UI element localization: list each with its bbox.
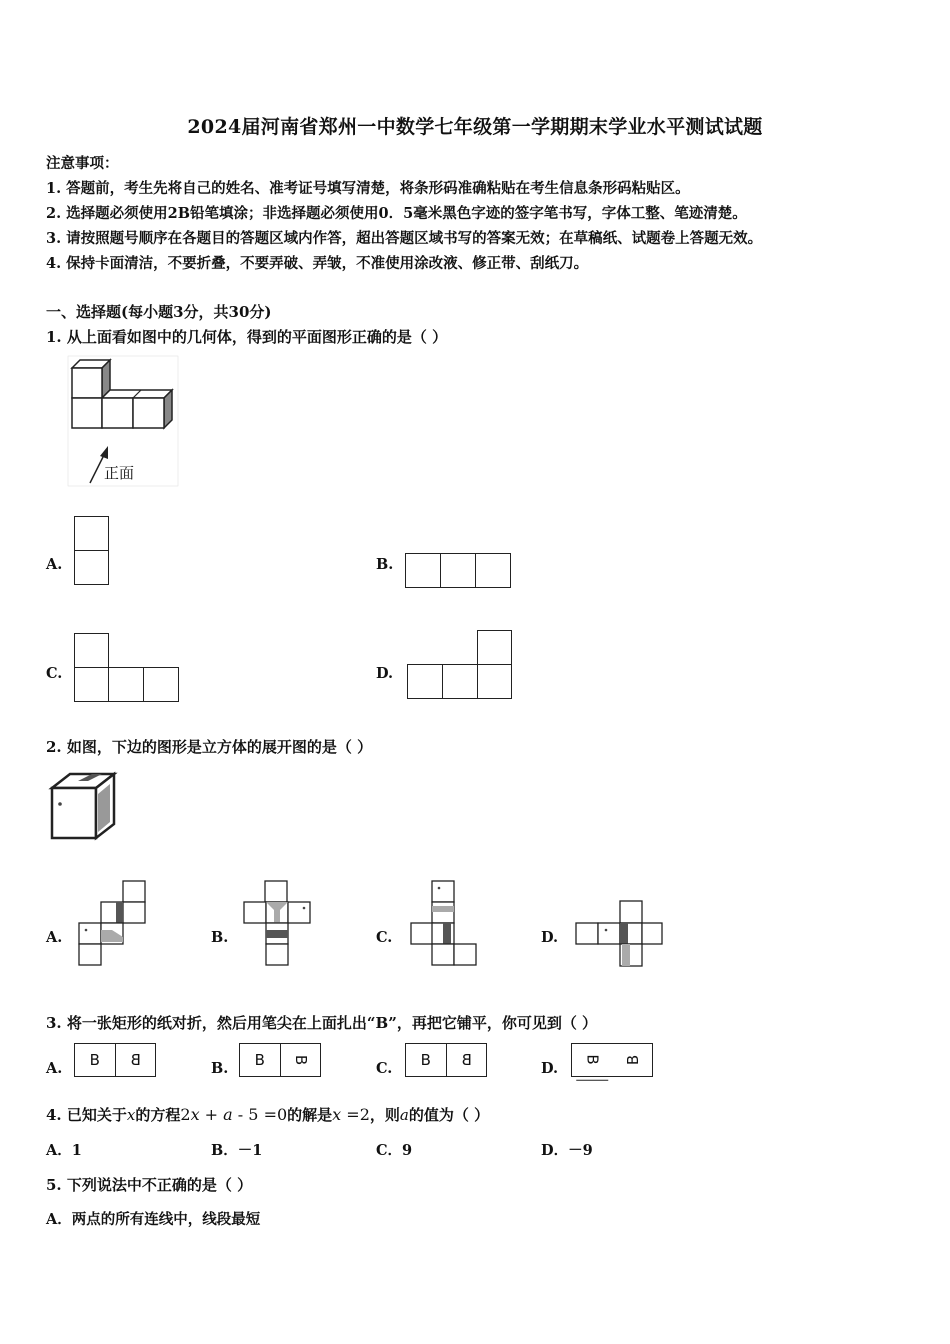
q3-option-b-figure xyxy=(239,1043,321,1077)
q4-eq-x: x xyxy=(190,1105,200,1124)
q1-option-a-label[interactable]: A. xyxy=(46,556,63,573)
q2-option-a-label[interactable]: A. xyxy=(46,929,63,946)
q4-eq-plus: + xyxy=(199,1105,224,1124)
q4-sol-x: x xyxy=(332,1105,342,1124)
q3-option-c-label[interactable]: C. xyxy=(376,1060,393,1077)
q2-option-a-figure xyxy=(78,880,148,968)
q3-b-right-letter: B xyxy=(291,1054,310,1066)
q2-cube-figure xyxy=(48,770,118,844)
notes-heading: 注意事项： xyxy=(46,155,119,172)
question-5-text: 5. 下列说法中不正确的是（ ） xyxy=(46,1176,253,1194)
note-item-3: 3. 请按照题号顺序在各题目的答题区域内作答，超出答题区域书写的答案无效；在草稿纸、试题卷上答题无效。 xyxy=(46,230,763,247)
q3-d-left-letter: B xyxy=(576,1040,608,1081)
q1-option-d-label[interactable]: D. xyxy=(376,665,394,682)
note-item-2: 2. 选择题必须使用2B铅笔填涂；非选择题必须使用0．5毫米黑色字迹的签字笔书写，字体工整、笔迹清楚。 xyxy=(46,205,747,222)
q4-var-a: a xyxy=(399,1106,409,1124)
q3-option-d-label[interactable]: D. xyxy=(541,1060,559,1077)
q2-option-b-figure xyxy=(244,880,314,968)
q5-option-a[interactable]: A．两点的所有连线中，线段最短 xyxy=(46,1211,261,1228)
question-3-text: 3. 将一张矩形的纸对折，然后用笔尖在上面扎出“B”，再把它铺平，你可见到（ ） xyxy=(46,1014,598,1032)
q4-prefix: 4. 已知关于 xyxy=(46,1106,127,1124)
question-2-text: 2. 如图，下边的图形是立方体的展开图的是（ ） xyxy=(46,738,373,756)
q3-option-b-label[interactable]: B. xyxy=(211,1060,229,1077)
q1-option-c-label[interactable]: C. xyxy=(46,665,63,682)
q3-option-a-label[interactable]: A. xyxy=(46,1060,63,1077)
q4-option-d[interactable]: D．－9 xyxy=(541,1142,593,1159)
q4-eq-coef: 2 xyxy=(180,1105,191,1124)
q4-option-c[interactable]: C．9 xyxy=(376,1142,413,1159)
section-heading: 一、选择题(每小题3分，共30分) xyxy=(46,303,272,321)
q2-option-d-label[interactable]: D. xyxy=(541,929,559,946)
q3-option-d-figure xyxy=(571,1043,653,1077)
q3-option-c-figure xyxy=(405,1043,487,1077)
q3-b-left-letter: B xyxy=(240,1044,281,1076)
q3-a-right-letter: B xyxy=(130,1051,141,1069)
q1-option-b-label[interactable]: B. xyxy=(376,556,394,573)
note-item-1: 1. 答题前，考生先将自己的姓名、准考证号填写清楚，将条形码准确粘贴在考生信息条形码粘贴区。 xyxy=(46,180,690,197)
q4-option-a[interactable]: A．1 xyxy=(46,1142,82,1159)
q3-a-left-letter: B xyxy=(75,1044,116,1076)
q3-c-left-letter: B xyxy=(406,1044,447,1076)
q4-eq-a: a xyxy=(223,1105,233,1124)
q2-option-c-label[interactable]: C. xyxy=(376,929,393,946)
q4-mid1: 的方程 xyxy=(135,1106,181,1124)
note-item-4: 4. 保持卡面清洁，不要折叠，不要弄破、弄皱，不准使用涂改液、修正带、刮纸刀。 xyxy=(46,255,589,272)
q4-var-x: x xyxy=(126,1106,136,1124)
q3-c-right-letter: B xyxy=(461,1051,472,1069)
q1-front-label: 正面 xyxy=(104,464,135,482)
q3-d-right-letter: B xyxy=(623,1054,642,1066)
q3-option-a-figure xyxy=(74,1043,156,1077)
q2-option-b-label[interactable]: B. xyxy=(211,929,229,946)
q4-mid3: ，则 xyxy=(369,1106,400,1124)
q2-option-c-figure xyxy=(410,880,480,968)
q4-mid2: 的解是 xyxy=(287,1106,333,1124)
q4-sol-rest: =2 xyxy=(341,1105,370,1124)
question-1-text: 1. 从上面看如图中的几何体，得到的平面图形正确的是（ ） xyxy=(46,328,448,346)
page-title: 2024届河南省郑州一中数学七年级第一学期期末学业水平测试试题 xyxy=(187,116,763,138)
q4-eq-rest: - 5 =0 xyxy=(232,1105,288,1124)
q2-option-d-figure xyxy=(576,900,664,970)
q4-option-b[interactable]: B．－1 xyxy=(211,1142,263,1159)
q4-suffix: 的值为（ ） xyxy=(408,1106,490,1124)
question-4-text xyxy=(46,1104,489,1125)
